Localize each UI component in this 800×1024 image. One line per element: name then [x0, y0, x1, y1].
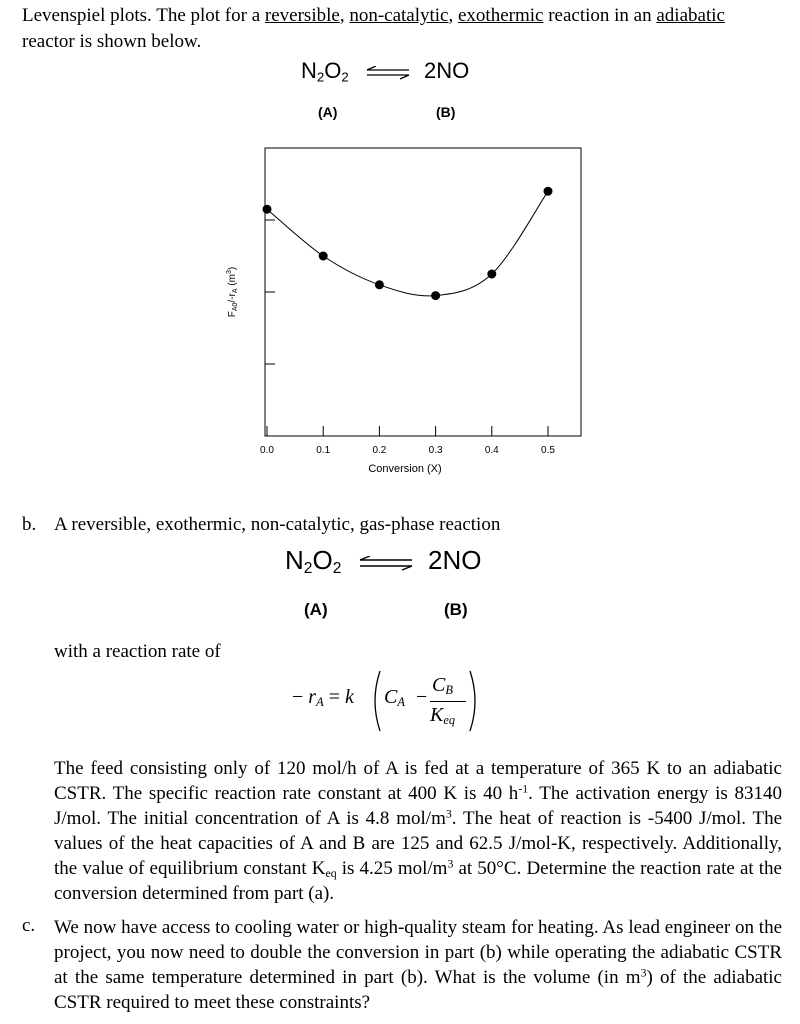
term-adiabatic: adiabatic [656, 5, 725, 26]
levenspiel-plot [215, 140, 585, 480]
data-point [375, 280, 384, 289]
svg-text:FA0/-rA (m3): $F_{A0}/-r_A$ $(m^3)$ [226, 266, 239, 318]
term-exothermic: exothermic [458, 5, 544, 26]
x-tick-label: 0.2 [372, 445, 387, 456]
part-c-paragraph: We now have access to cooling water or high-quality steam for heating. As lead engineer on the project, you now need to double the conversion in part (b) while operating the adiabatic CSTR at the same temperature determined in part (b). What is the volume (in $m^3$) of the adiabatic CSTR required to meet these constraints? [54, 917, 782, 1013]
y-axis-label [226, 267, 239, 318]
x-axis-label: Conversion (X) [368, 463, 442, 475]
equilibrium-arrow-top [365, 66, 411, 80]
equilibrium-arrow-b [358, 556, 414, 571]
part-c-marker: c. [22, 915, 36, 936]
data-point [487, 270, 496, 279]
reaction-equation-top: $N_2O_2$ [301, 58, 349, 85]
label-a-b: (A) [304, 600, 328, 619]
data-point [263, 205, 272, 214]
x-tick-label: 0.0 [260, 445, 274, 456]
x-tick-label: 0.3 [428, 445, 443, 456]
label-b-top: (B) [436, 104, 456, 120]
label-a-top: (A) [318, 104, 338, 120]
plot-frame [265, 148, 581, 436]
fraction-bar [430, 701, 466, 702]
x-tick-label: 0.1 [316, 445, 331, 456]
reaction-equation-b: $N_2O_2$ [285, 545, 342, 577]
rate-intro: with a reaction rate of [54, 641, 221, 662]
product-top: 2NO [424, 58, 470, 83]
rate-equation: − $r_A = k$ $C_A$ − $C_B$ $K_{eq}$ [292, 664, 492, 736]
term-non-catalytic: non-catalytic [349, 5, 449, 26]
data-point [544, 187, 553, 196]
x-tick-label: 0.4 [484, 445, 499, 456]
label-b-b: (B) [444, 600, 468, 619]
part-b-intro: A reversible, exothermic, non-catalytic, gas-phase reaction [54, 514, 501, 535]
x-tick-label: 0.5 [541, 445, 555, 456]
term-reversible: reversible [264, 5, 340, 26]
fitted-curve [267, 191, 548, 296]
part-b-marker: b. [22, 514, 37, 535]
data-point [431, 291, 440, 300]
intro-paragraph: Levenspiel plots. The plot for a reversible, non-catalytic, exothermic reaction in an adiabatic reactor is shown below. [22, 5, 725, 52]
part-b-paragraph: The feed consisting only of 120 mol/h of A is fed at a temperature of 365 K to an adiabatic CSTR. The specific reaction rate constant at 400 K is 40 $h^{-1}$. The activation energy is 83140 J/mol. The initial concentration of A is 4.8 mol/$m^3$. The heat of reaction is -5400 J/mol. The values of the heat capacities of A and B are 125 and 62.5 J/mol-K, respectively. Additionally, the value of equilibrium constant $K_{eq}$ is 4.25 mol/$m^3$ at 50°C. Determine the reaction rate at the conversion determined from part (a). [54, 758, 782, 904]
data-point [319, 252, 328, 261]
product-b: 2NO [428, 545, 482, 575]
